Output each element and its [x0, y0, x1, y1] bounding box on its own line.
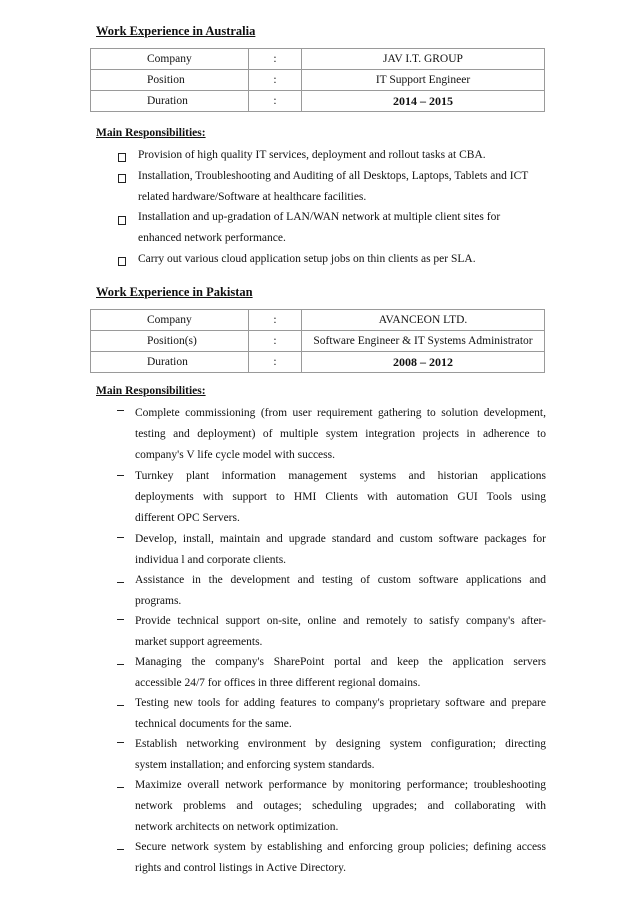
list-item-line: system installation; and enforcing system standards.: [135, 759, 375, 771]
list-item-line: Develop, install, maintain and upgrade standard and custom software packages for: [135, 533, 546, 545]
separator: :: [249, 70, 302, 91]
table-row: [91, 352, 545, 373]
duration-label: Duration: [91, 352, 249, 373]
list-item-line: Assistance in the development and testing of custom software applications and: [135, 574, 546, 586]
dash-bullet-icon: [117, 582, 124, 583]
pakistan-info-table: [90, 309, 545, 373]
table-row: [91, 49, 545, 70]
company-label: Company: [91, 310, 249, 331]
australia-responsibilities-heading: Main Responsibilities:: [96, 127, 206, 139]
list-item-line: network architects on network optimization.: [135, 821, 339, 833]
list-item-line: Managing the company's SharePoint portal and keep the application servers: [135, 656, 546, 668]
list-item-line: Carry out various cloud application setup jobs on thin clients as per SLA.: [138, 253, 476, 265]
separator: :: [249, 352, 302, 373]
separator: :: [249, 310, 302, 331]
list-item-line: rights and control listings in Active Directory.: [135, 862, 347, 874]
checkbox-bullet-icon: [118, 216, 126, 225]
separator: :: [249, 91, 302, 112]
list-item-line: enhanced network performance.: [138, 232, 286, 244]
list-item-line: programs.: [135, 595, 182, 607]
australia-section-title: Work Experience in Australia: [96, 24, 256, 38]
list-item-line: deployments with support to HMI Clients with automation GUI Tools using: [135, 491, 546, 503]
checkbox-bullet-icon: [118, 153, 126, 162]
dash-bullet-icon: [117, 705, 124, 706]
company-label: Company: [91, 49, 249, 70]
list-item-line: testing and deployment) of multiple system integration projects in adherence to: [135, 428, 546, 440]
list-item-line: related hardware/Software at healthcare facilities.: [138, 191, 367, 203]
dash-bullet-icon: [117, 619, 124, 620]
list-item-line: Secure network system by establishing and enforcing group policies; defining access: [135, 841, 546, 853]
table-row: [91, 331, 545, 352]
australia-info-table: [90, 48, 545, 112]
pakistan-responsibilities-heading: Main Responsibilities:: [96, 385, 206, 397]
list-item-line: Provision of high quality IT services, deployment and rollout tasks at CBA.: [138, 149, 486, 161]
company-value: AVANCEON LTD.: [302, 310, 545, 331]
separator: :: [249, 49, 302, 70]
list-item-line: different OPC Servers.: [135, 512, 240, 524]
dash-bullet-icon: [117, 787, 124, 788]
list-item-line: Complete commissioning (from user requirement gathering to solution development,: [135, 407, 546, 419]
table-row: [91, 91, 545, 112]
list-item-line: accessible 24/7 for offices in three different regional domains.: [135, 677, 421, 689]
list-item-line: Turnkey plant information management systems and historian applications: [135, 470, 546, 482]
position-label: Position(s): [91, 331, 249, 352]
separator: :: [249, 331, 302, 352]
position-label: Position: [91, 70, 249, 91]
table-row: [91, 70, 545, 91]
list-item-line: Maximize overall network performance by monitoring performance; troubleshooting: [135, 779, 546, 791]
duration-label: Duration: [91, 91, 249, 112]
checkbox-bullet-icon: [118, 174, 126, 183]
company-value: JAV I.T. GROUP: [302, 49, 545, 70]
list-item-line: network problems and outages; scheduling upgrades; and collaborating with: [135, 800, 546, 812]
dash-bullet-icon: [117, 410, 124, 411]
list-item-line: company's V life cycle model with success.: [135, 449, 335, 461]
dash-bullet-icon: [117, 742, 124, 743]
list-item-line: individua l and corporate clients.: [135, 554, 287, 566]
position-value: IT Support Engineer: [302, 70, 545, 91]
list-item-line: market support agreements.: [135, 636, 263, 648]
checkbox-bullet-icon: [118, 257, 126, 266]
list-item-line: Testing new tools for adding features to company's proprietary software and prepare: [135, 697, 546, 709]
list-item-line: technical documents for the same.: [135, 718, 292, 730]
list-item-line: Establish networking environment by designing system configuration; directing: [135, 738, 546, 750]
list-item-line: Installation, Troubleshooting and Auditing of all Desktops, Laptops, Tablets and ICT: [138, 170, 529, 182]
list-item-line: Installation and up-gradation of LAN/WAN network at multiple client sites for: [138, 211, 501, 223]
dash-bullet-icon: [117, 475, 124, 476]
list-item-line: Provide technical support on-site, online and remotely to satisfy company's after-: [135, 615, 546, 627]
pakistan-section-title: Work Experience in Pakistan: [96, 285, 253, 299]
table-row: [91, 310, 545, 331]
position-value: Software Engineer & IT Systems Administrator: [302, 331, 545, 352]
dash-bullet-icon: [117, 849, 124, 850]
dash-bullet-icon: [117, 664, 124, 665]
duration-value: 2014 – 2015: [302, 91, 545, 112]
dash-bullet-icon: [117, 537, 124, 538]
duration-value: 2008 – 2012: [302, 352, 545, 373]
